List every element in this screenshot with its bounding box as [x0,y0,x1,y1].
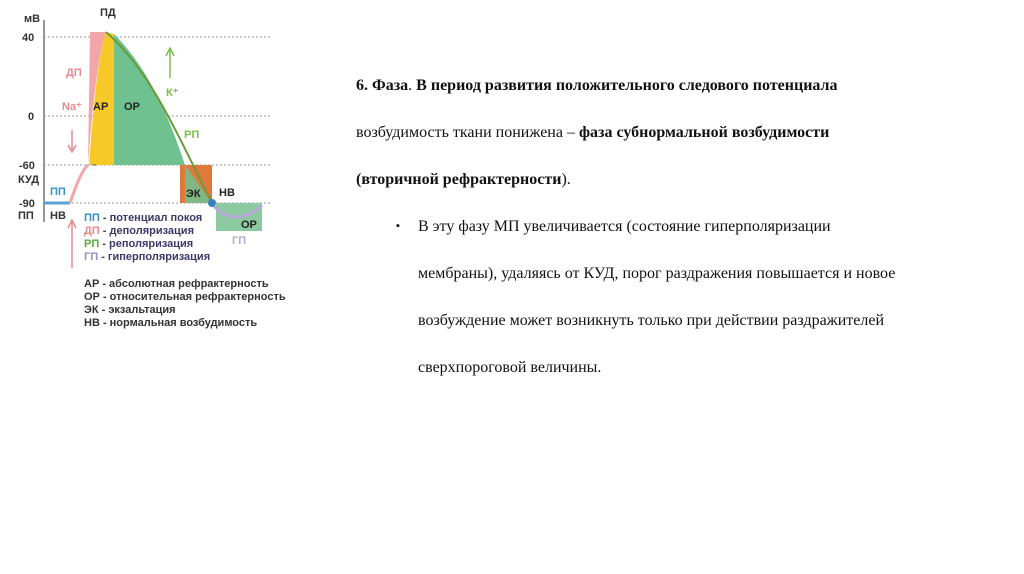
tick-90: -90 [19,198,35,210]
legend-row-pp: ПП - потенциал покоя [84,212,203,224]
slide-text [356,62,996,391]
unit-label: мВ [24,13,41,25]
pre-depolarization-curve [70,165,88,203]
bullet-line-3: возбуждение может возникнуть только при действии раздражителей [418,312,885,329]
action-potential-figure [0,0,320,340]
label-nv-left: НВ [50,210,66,222]
top-label: ПД [100,7,116,19]
label-ek: ЭК [186,188,201,200]
phase-number: 6. Фаза [356,77,409,94]
label-pp-top: ПП [50,186,66,198]
paragraph-line-1: 6. Фаза. В период развития положительного следового потенциала [356,77,838,94]
threshold-point [208,199,216,207]
legend-state-ek: ЭК - экзальтация [84,304,176,316]
bullet-item [356,203,978,391]
label-dp: ДП [66,67,82,79]
bullet-line-4: сверхпороговой величины. [418,359,602,376]
legend-phases [84,212,210,264]
bullet-marker: ▪ [396,220,400,232]
bullet-line-1: В эту фазу МП увеличивается (состояние гиперполяризации [418,218,831,235]
label-nv: НВ [219,187,235,199]
legend-state-nv: НВ - нормальная возбудимость [84,317,258,329]
relative-refractory-area [114,34,185,165]
paragraph-line-2: возбудимость ткани понижена – фаза субнормальной возбудимости [356,124,830,141]
paragraph-line-3: (вторичной рефрактерности). [356,171,571,188]
label-k: К⁺ [166,87,179,99]
legend-row-rp: РП - реполяризация [84,238,194,250]
label-rp: РП [184,129,200,141]
tick-0: 0 [28,111,35,123]
label-na: Na⁺ [62,101,82,113]
legend-row-gp: ГП - гиперполяризация [84,251,211,263]
legend-state-ar: АР - абсолютная рефрактерность [84,278,269,290]
tick-60: -60 [19,160,35,172]
label-or: ОР [124,101,140,113]
label-or2: ОР [241,219,257,231]
bullet-line-2: мембраны), удаляясь от КУД, порог раздражения повышается и новое [418,265,896,282]
label-ar: АР [93,101,109,113]
legend-states [84,278,286,330]
tick-40: 40 [22,32,35,44]
legend-row-dp: ДП - деполяризация [84,225,194,237]
label-pp: ПП [18,210,34,222]
legend-state-or: ОР - относительная рефрактерность [84,291,286,303]
label-gp: ГП [232,235,247,247]
label-kud: КУД [18,174,40,186]
